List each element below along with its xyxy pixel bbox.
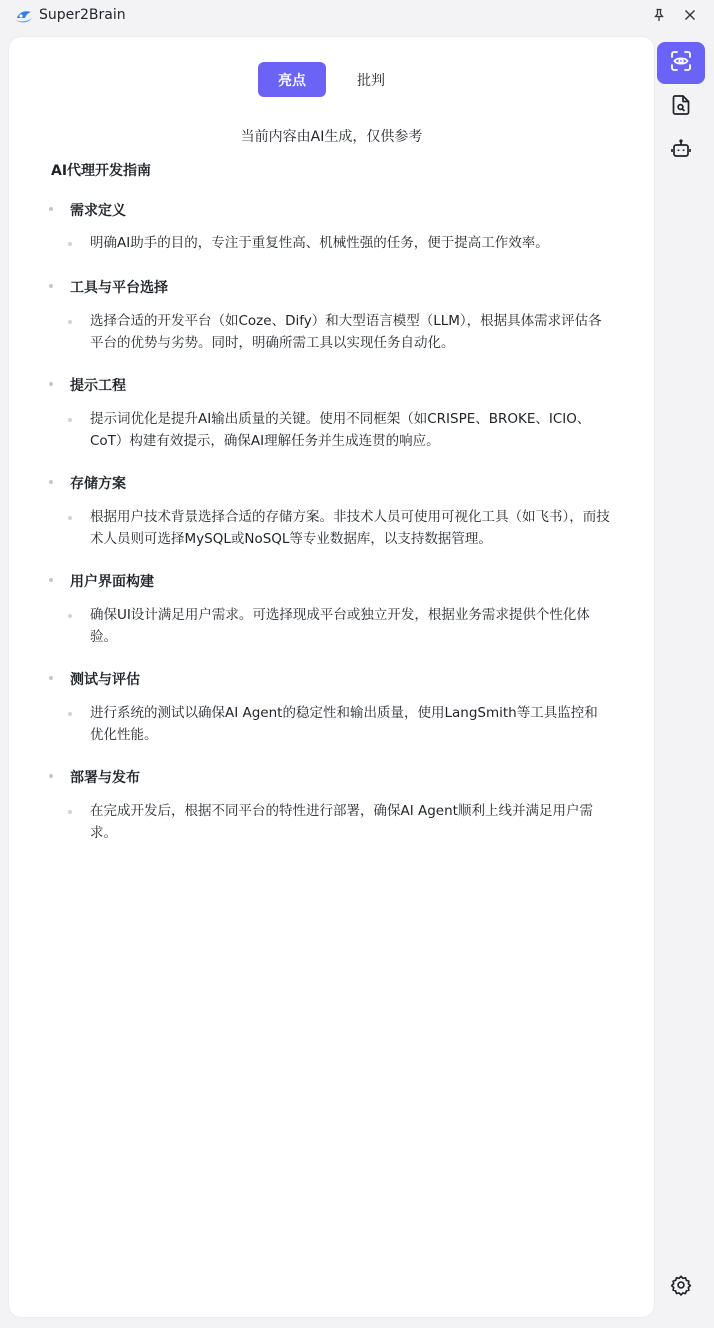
document-search-button[interactable] (657, 86, 705, 128)
bullet (49, 207, 53, 211)
bullet (49, 480, 53, 484)
tab-critique[interactable]: 批判 (357, 72, 385, 89)
bullet (68, 516, 72, 520)
document-search-icon (670, 94, 692, 120)
section-body: 在完成开发后，根据不同平台的特性进行部署，确保AI Agent顺利上线并满足用户需求。 (90, 803, 593, 841)
section-heading: 工具与平台选择 (70, 280, 168, 296)
section-heading: 存储方案 (70, 476, 126, 492)
tab-bar (9, 62, 654, 97)
settings-button[interactable] (657, 1266, 705, 1308)
close-icon[interactable] (681, 6, 699, 24)
ai-disclaimer: 当前内容由AI生成，仅供参考 (240, 129, 423, 145)
section-body: 选择合适的开发平台（如Coze、Dify）和大型语言模型（LLM），根据具体需求评估各平台的优势与劣势。同时，明确所需工具以实现任务自动化。 (90, 313, 602, 351)
bullet (49, 382, 53, 386)
section-body: 进行系统的测试以确保AI Agent的稳定性和输出质量，使用LangSmith等工具监控和优化性能。 (90, 705, 598, 743)
section-heading: 部署与发布 (70, 770, 140, 786)
app-title: Super2Brain (39, 7, 126, 23)
bullet (68, 712, 72, 716)
eye-scan-icon (669, 49, 693, 77)
section-body: 根据用户技术背景选择合适的存储方案。非技术人员可使用可视化工具（如飞书），而技术人员则可选择MySQL或NoSQL等专业数据库，以支持数据管理。 (90, 509, 610, 547)
document-title: AI代理开发指南 (51, 163, 152, 179)
section-body: 明确AI助手的目的，专注于重复性高、机械性强的任务，便于提高工作效率。 (90, 235, 549, 251)
section-body: 确保UI设计满足用户需求。可选择现成平台或独立开发，根据业务需求提供个性化体验。 (90, 607, 590, 645)
robot-icon (670, 138, 692, 164)
bullet (68, 810, 72, 814)
section-heading: 测试与评估 (70, 672, 140, 688)
bullet (49, 284, 53, 288)
pin-icon[interactable] (650, 6, 668, 24)
title-bar (0, 0, 714, 32)
section-heading: 提示工程 (70, 378, 126, 394)
bullet (68, 418, 72, 422)
content-panel (9, 37, 654, 1317)
gear-icon (670, 1274, 692, 1300)
bullet (49, 578, 53, 582)
bullet (68, 242, 72, 246)
right-sidebar (654, 37, 708, 1317)
section-heading: 用户界面构建 (70, 574, 154, 590)
bullet (68, 320, 72, 324)
bullet (68, 614, 72, 618)
bullet (49, 774, 53, 778)
eye-scan-button[interactable] (657, 42, 705, 84)
robot-button[interactable] (657, 130, 705, 172)
bullet (49, 676, 53, 680)
app-logo-icon (15, 7, 33, 25)
tab-highlights[interactable]: 亮点 (258, 62, 326, 97)
section-body: 提示词优化是提升AI输出质量的关键。使用不同框架（如CRISPE、BROKE、ICIO、CoT）构建有效提示，确保AI理解任务并生成连贯的响应。 (90, 411, 591, 449)
section-heading: 需求定义 (70, 203, 126, 219)
